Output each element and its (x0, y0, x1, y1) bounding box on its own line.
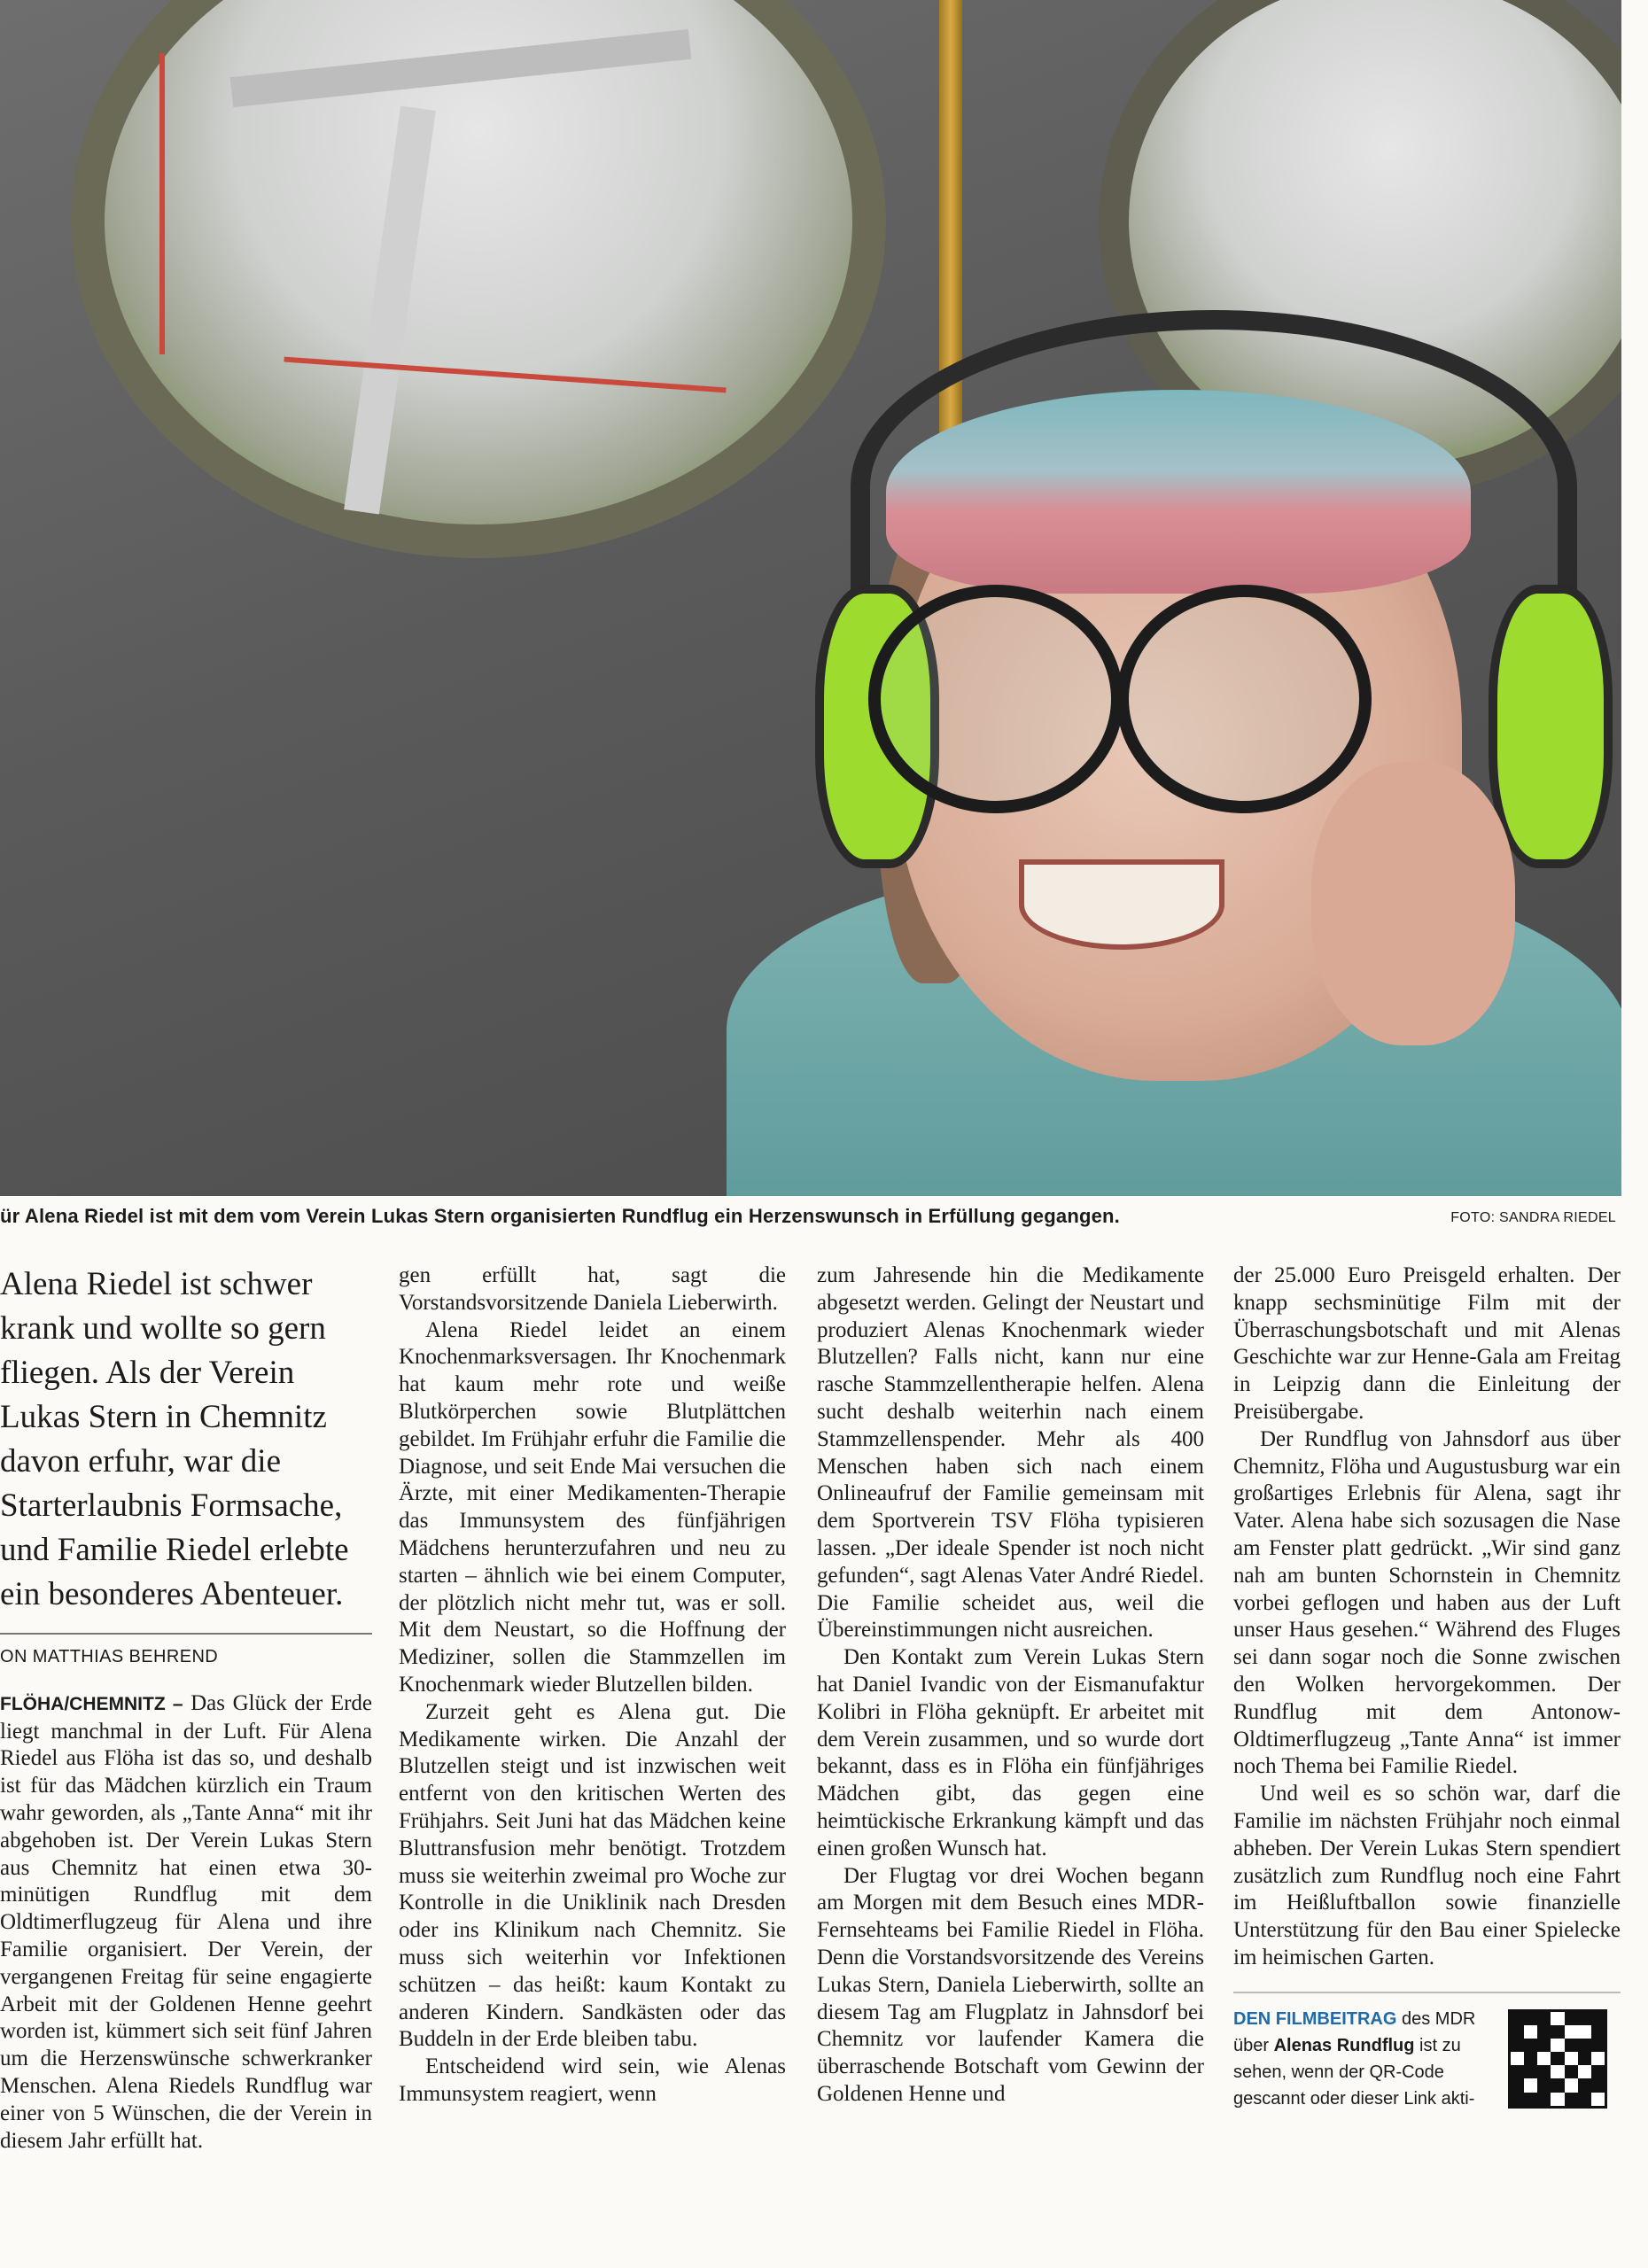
body-paragraph (0, 1690, 372, 2155)
body-paragraph: Alena Riedel leidet an einem Knochenmarksversagen. Ihr Knochenmark hat kaum mehr rote und weiße Blutkörperchen sowie Blutplättchen gebildet. Im Frühjahr erfuhr die Familie die Diagnose, und seit Ende Mai versuchen die Ärzte, mit einer Medikamenten-Therapie das Immunsystem des fünfjährigen Mädchens herunterzufahren und neu zu starten – ähnlich wie bei einem Computer, der plötzlich nicht mehr tut, was er soll. Mit dem Neustart, so die Hoffnung der Mediziner, sollen die Stammzellen im Knochenmark wieder Blutzellen bilden. (399, 1317, 786, 1697)
lead-line: Starterlaubnis Formsache, (0, 1487, 343, 1524)
child-figure (673, 292, 1621, 1196)
qr-code-icon[interactable] (1508, 2009, 1607, 2109)
article-lead (0, 1262, 372, 1617)
photo-caption (0, 1205, 1621, 1237)
film-infobox-highlight: Alenas Rundflug (1273, 2035, 1415, 2055)
body-paragraph: Und weil es so schön war, darf die Familie im nächsten Frühjahr noch einmal abheben. Der Verein Lukas Stern spendiert zusätzlich zum Rundflug noch eine Fahrt im Heißluftballon sowie finanzielle Unterstützung für den Bau einer Spielecke im heimischen Garten. (1233, 1782, 1621, 1969)
hand (1311, 762, 1515, 1045)
headphone-ear-right (1489, 585, 1613, 868)
body-paragraph: Entscheidend wird sein, wie Alenas Immunsystem reagiert, wenn (399, 2054, 786, 2106)
article-column-2 (399, 1262, 786, 2264)
byline-divider (0, 1633, 372, 1635)
body-paragraph: zum Jahresende hin die Medikamente abgesetzt werden. Gelingt der Neustart und produziert Alenas Knochenmark wieder Blutzellen? Falls nicht, kann nur eine rasche Stammzellentherapie helfen. Alena sucht deshalb weiterhin nach einem Stammzellenspender. Mehr als 400 Menschen haben sich nach einem Onlineaufruf der Familie gemeinsam mit dem Sportverein TSV Flöha typisieren lassen. „Der ideale Spender ist noch nicht gefunden“, sagt Alenas Vater André Riedel. Die Familie scheidet aus, weil die Übereinstimmungen nicht ausreichen. (817, 1263, 1204, 1643)
lead-line: ein besonderes Abenteuer. (0, 1576, 344, 1612)
caption-text: ür Alena Riedel ist mit dem vom Verein Lukas Stern organisierten Rundflug ein Herzenswunsch in Erfüllung gegangen. (0, 1205, 1120, 1227)
lead-line: fliegen. Als der Verein (0, 1355, 295, 1391)
smile (1019, 859, 1224, 950)
lead-line: davon erfuhr, war die (0, 1443, 281, 1480)
body-paragraph: Der Flugtag vor drei Wochen begann am Morgen mit dem Besuch eines MDR-Fernsehteams bei Familie Riedel in Flöha. Denn die Vorstandsvorsitzende des Vereins Lukas Stern, Daniela Lieberwirth, sollte an diesem Tag am Flugplatz in Jahnsdorf bei Chemnitz vor laufender Kamera die überraschende Botschaft vom Gewinn der Goldenen Henne und (817, 1863, 1204, 2106)
film-infobox-text-1: des MDR über (1233, 2008, 1476, 2055)
lead-line: und Familie Riedel erlebte (0, 1532, 349, 1568)
article-column-1 (0, 1262, 372, 2264)
film-infobox-text-2: ist zu sehen, wenn der QR-Code gescannt oder dieser Link akti- (1233, 2035, 1475, 2109)
film-infobox (1233, 1992, 1621, 2139)
body-paragraph: Den Kontakt zum Verein Lukas Stern hat Daniel Ivandic von der Eismanufaktur Kolibri in Flöha geknüpft. Er arbeitet mit dem Verein zusammen, und so wurde dort bekannt, dass es in Flöha ein fünfjähriges Mädchen gibt, das gegen eine heimtückische Erkrankung kämpft und das einen großen Wunsch hat. (817, 1645, 1204, 1860)
body-paragraph: Zurzeit geht es Alena gut. Die Medikamente wirken. Die Anzahl der Blutzellen steigt und ist inzwischen weit entfernt von den kritischen Werten des Frühjahrs. Seit Juni hat das Mädchen keine Bluttransfusion mehr benötigt. Trotzdem muss sie weiterhin zweimal pro Woche zur Kontrolle in die Uniklinik nach Dresden oder ins Klinikum nach Chemnitz. Sie muss sich weiterhin vor Infektionen schützen – das heißt: kaum Kontakt zu anderen Kindern. Sandkästen oder das Buddeln in der Erde bleiben tabu. (399, 1699, 786, 2052)
paragraph-text: Das Glück der Erde liegt manchmal in der Luft. Für Alena Riedel aus Flöha ist das so, und deshalb ist für das Mädchen kürzlich ein Traum wahr geworden, als „Tante Anna“ mit ihr abgehoben ist. Der Verein Lukas Stern aus Chemnitz hat einen etwa 30-minütigen Rundflug mit dem Oldtimerflugzeug für Alena und ihre Familie organisiert. Der Verein, der vergangenen Freitag für seine engagierte Arbeit mit der Goldenen Henne geehrt worden ist, kümmert sich seit fünf Jahren um die Herzenswünsche schwerkranker Menschen. Alena Riedels Rundflug war einer von 5 Wünschen, die der Verein in diesem Jahr erfüllt hat. (0, 1690, 372, 2153)
article-column-4 (1233, 1262, 1621, 2264)
film-infobox-text (1233, 2006, 1499, 2112)
glasses-lens-right (1116, 585, 1372, 813)
red-cable-vertical (159, 53, 165, 354)
film-infobox-label: DEN FILMBEITRAG (1233, 2008, 1397, 2029)
photo-credit: FOTO: SANDRA RIEDEL (1450, 1210, 1616, 1225)
body-paragraph: der 25.000 Euro Preisgeld erhalten. Der knapp sechsminütige Film mit der Überraschungsbotschaft und mit Alenas Geschichte war zur Henne-Gala am Freitag in Leipzig dann die Einleitung der Preisübergabe. (1233, 1263, 1621, 1424)
body-paragraph: gen erfüllt hat, sagt die Vorstandsvorsitzende Daniela Lieberwirth. (399, 1263, 786, 1315)
article-column-3 (817, 1262, 1204, 2264)
lead-line: krank und wollte so gern (0, 1310, 326, 1347)
body-paragraph: Der Rundflug von Jahnsdorf aus über Chemnitz, Flöha und Augustusburg war ein großartiges Erlebnis für Alena, sagt ihr Vater. Alena habe sich sozusagen die Nase am Fenster platt gedrückt. „Wir sind ganz nah am bunten Schornstein in Chemnitz vorbei geflogen und haben aus der Luft unser Haus gesehen.“ Während des Fluges sei dann sogar noch die Sonne zwischen den Wolken hervorgekommen. Der Rundflug mit dem Antonow-Oldtimerflugzeug „Tante Anna“ ist immer noch Thema bei Familie Riedel. (1233, 1426, 1621, 1779)
glasses-lens-left (868, 585, 1123, 813)
lead-line: Lukas Stern in Chemnitz (0, 1399, 327, 1435)
lead-line: Alena Riedel ist schwer (0, 1266, 313, 1302)
dateline: FLÖHA/CHEMNITZ – (0, 1693, 183, 1714)
byline: ON MATTHIAS BEHREND (0, 1647, 219, 1666)
